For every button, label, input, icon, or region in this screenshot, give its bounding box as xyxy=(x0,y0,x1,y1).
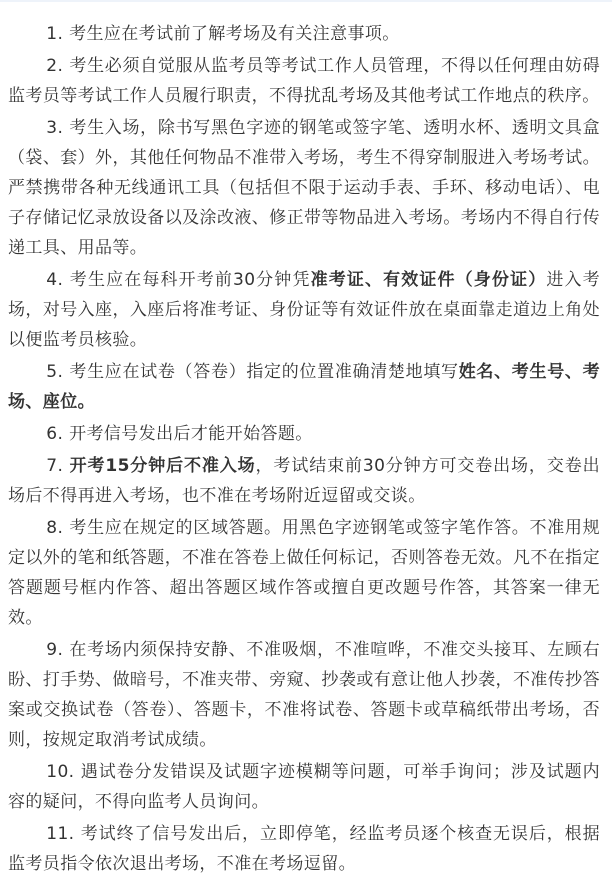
rule-paragraph xyxy=(8,265,600,355)
rule-paragraph xyxy=(8,513,600,633)
rule-text-segment: 4. 考生应在每科开考前30分钟凭 xyxy=(46,270,311,290)
rule-text-segment: 7. xyxy=(46,456,70,476)
rule-paragraph xyxy=(8,113,600,263)
rule-text-segment: 2. 考生必须自觉服从监考员等考试工作人员管理，不得以任何理由妨碍监考员等考试工作人员履行职责，不得扰乱考场及其他考试工作地点的秩序。 xyxy=(8,56,600,106)
rule-text-bold-segment: 开考15分钟后不准入场 xyxy=(69,456,256,476)
rule-text-segment: 3. 考生入场，除书写黑色字迹的钢笔或签字笔、透明水杯、透明文具盒（袋、套）外，其他任何物品不准带入考场，考生不得穿制服进入考场考试。严禁携带各种无线通讯工具（包括但不限于运动手表、手环、移动电话）、电子存储记忆录放设备以及涂改液、修正带等物品进入考场。考场内不得自行传递工具、用品等。 xyxy=(8,118,600,258)
rule-text-bold-segment: 姓名、考生号、考场、座位。 xyxy=(8,362,601,412)
rule-paragraph xyxy=(8,419,600,449)
rule-text-segment: 8. 考生应在规定的区域答题。用黑色字迹钢笔或签字笔作答。不准用规定以外的笔和纸答题，不准在答卷上做任何标记，否则答卷无效。凡不在指定答题题号框内作答、超出答题区域作答或擅自更改题号作答，其答案一律无效。 xyxy=(8,518,600,628)
rule-paragraph xyxy=(8,19,600,49)
rule-text-segment: 1. 考生应在考试前了解考场及有关注意事项。 xyxy=(46,24,400,44)
rule-text-segment: ，考试结束前30分钟方可交卷出场，交卷出场后不得再进入考场，也不准在考场附近逗留或交谈。 xyxy=(8,456,601,506)
rule-text-segment: 10. 遇试卷分发错误及试题字迹模糊等问题，可举手询问；涉及试题内容的疑问，不得向监考人员询问。 xyxy=(8,762,600,812)
rule-paragraph xyxy=(8,451,600,511)
rule-text-segment: 11. 考试终了信号发出后，立即停笔，经监考员逐个核查无误后，根据监考员指令依次退出考场，不准在考场逗留。 xyxy=(8,824,600,874)
rule-paragraph xyxy=(8,51,600,111)
rule-paragraph xyxy=(8,819,600,879)
rule-text-segment: 9. 在考场内须保持安静、不准吸烟，不准喧哗，不准交头接耳、左顾右盼、打手势、做暗号，不准夹带、旁窥、抄袭或有意让他人抄袭，不准传抄答案或交换试卷（答卷）、答题卡，不准将试卷、答题卡或草稿纸带出考场，否则，按规定取消考试成绩。 xyxy=(8,640,600,750)
rule-text-segment: 进入考场，对号入座，入座后将准考证、身份证等有效证件放在桌面靠走道边上角处以便监考员核验。 xyxy=(8,270,601,350)
rule-paragraph xyxy=(8,635,600,755)
rule-text-segment: 5. 考生应在试卷（答卷）指定的位置准确清楚地填写 xyxy=(46,362,459,382)
rule-paragraph xyxy=(8,757,600,817)
exam-rules-document xyxy=(0,2,612,879)
rule-text-bold-segment: 准考证、有效证件（身份证） xyxy=(310,270,547,290)
rule-text-segment: 6. 开考信号发出后才能开始答题。 xyxy=(46,424,313,444)
rule-paragraph xyxy=(8,357,600,417)
